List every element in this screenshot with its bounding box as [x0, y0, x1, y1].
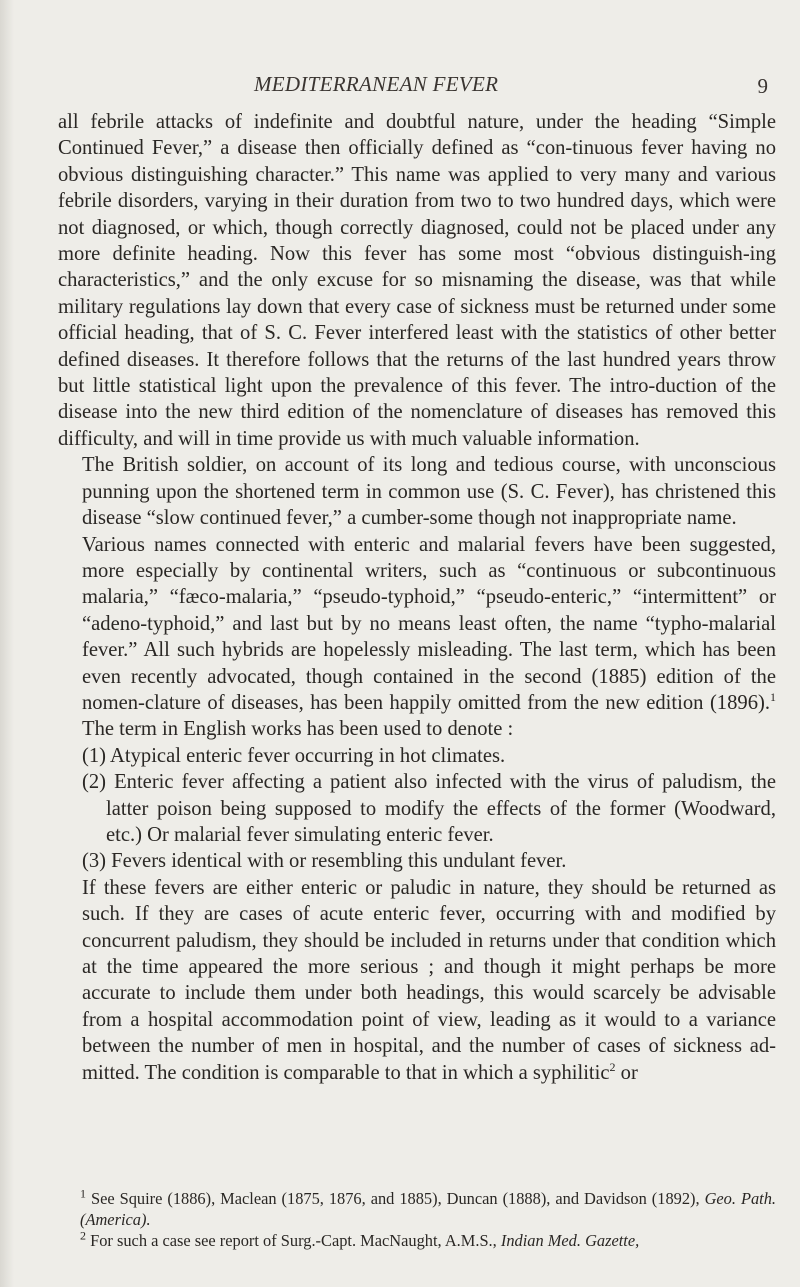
paragraph-3-text: Various names connected with enteric and malarial fevers have been suggested, more especially by continental writers, such as “continuous or subcontinuous malaria,” “fæco-malaria,” “pseudo-typhoid,” “pseudo-enteric,” “intermittent” or “adeno-typhoid,” and last but by no means least often, the name “typho-malarial fever.” All such hybrids are hopelessly misleading. The last term, which has been even recently advocated, though contained in the second (1885) edition of the nomen-clature of diseases, has been happily omitted from the new edition (1896). [82, 533, 776, 714]
binding-shadow [0, 0, 14, 1287]
footnote-1 [58, 1188, 776, 1230]
footnote-1-mark: 1 [80, 1186, 86, 1201]
paragraph-2: The British soldier, on account of its long and tedious course, with unconscious punning upon the shortened term in common use (S. C. Fever), has christened this disease “slow continued fever,” a cumber-some though not inappropriate name. [82, 454, 776, 530]
paragraph-4 [58, 875, 776, 1086]
page-number: 9 [757, 74, 768, 98]
footnote-ref-2: 2 [609, 1059, 616, 1074]
footnotes [58, 1188, 776, 1251]
paragraph-3-tail: The term in English works has been used to denote : [82, 718, 514, 741]
footnote-2-text: For such a case see report of Surg.-Capt. MacNaught, A.M.S., [86, 1231, 501, 1250]
paragraph-4-tail: or [615, 1061, 638, 1084]
paragraph-4-text: If these fevers are either enteric or paludic in nature, they should be returned as such. If they are cases of acute enteric fever, occurring with and modified by concurrent paludism, they should be included in returns under that condition which at the time appeared the more serious ; and though it might perhaps be more accurate to include them under both headings, this would scarcely be advisable from a hospital accommodation point of view, leading as it would to a variance between the number of men in hospital, and the number of cases of sickness ad-mitted. The condition is comparable to that in which a syphilitic [82, 876, 776, 1084]
running-title: MEDITERRANEAN FEVER [254, 72, 499, 96]
footnote-2 [58, 1230, 776, 1251]
list-item-2: (2) Enteric fever affecting a patient also infected with the virus of paludism, the latter poison being supposed to modify the effects of the former (Woodward, etc.) Or malarial fever simulating enteric fever. [82, 771, 776, 846]
list-item-3: (3) Fevers identical with or resembling this undulant fever. [82, 850, 567, 873]
footnote-2-mark: 2 [80, 1228, 86, 1243]
footnote-ref-1: 1 [770, 690, 776, 705]
footnote-1-source: Geo. Path. (America). [80, 1189, 776, 1229]
footnote-2-source: Indian Med. Gazette, [500, 1231, 640, 1250]
list-item-1: (1) Atypical enteric fever occurring in hot climates. [82, 744, 506, 767]
footnote-1-text: See Squire (1886), Maclean (1875, 1876, and 1885), Duncan (1888), and Davidson (1892), [86, 1189, 705, 1208]
body-text [58, 109, 776, 1086]
paragraph-3 [58, 532, 776, 743]
paragraph-1: all febrile attacks of indefinite and doubtful nature, under the heading “Simple Continued Fever,” a disease then officially defined as “con-tinuous fever having no obvious distinguishing character.” This name was applied to very many and various febrile disorders, varying in their duration from two to two hundred days, which were not diagnosed, or which, though correctly diagnosed, could not be placed under any more definite heading. Now this fever has some most “obvious distinguish-ing characteristics,” and the only excuse for so misnaming the disease, was that while military regulations lay down that every case of sickness must be returned under some official heading, that of S. C. Fever interfered least with the statistics of other better defined diseases. It therefore follows that the returns of the last hundred years throw but little statistical light upon the prevalence of this fever. The intro-duction of the disease into the new third edition of the nomenclature of diseases has removed this difficulty, and will in time provide us with much valuable information. [58, 111, 776, 450]
